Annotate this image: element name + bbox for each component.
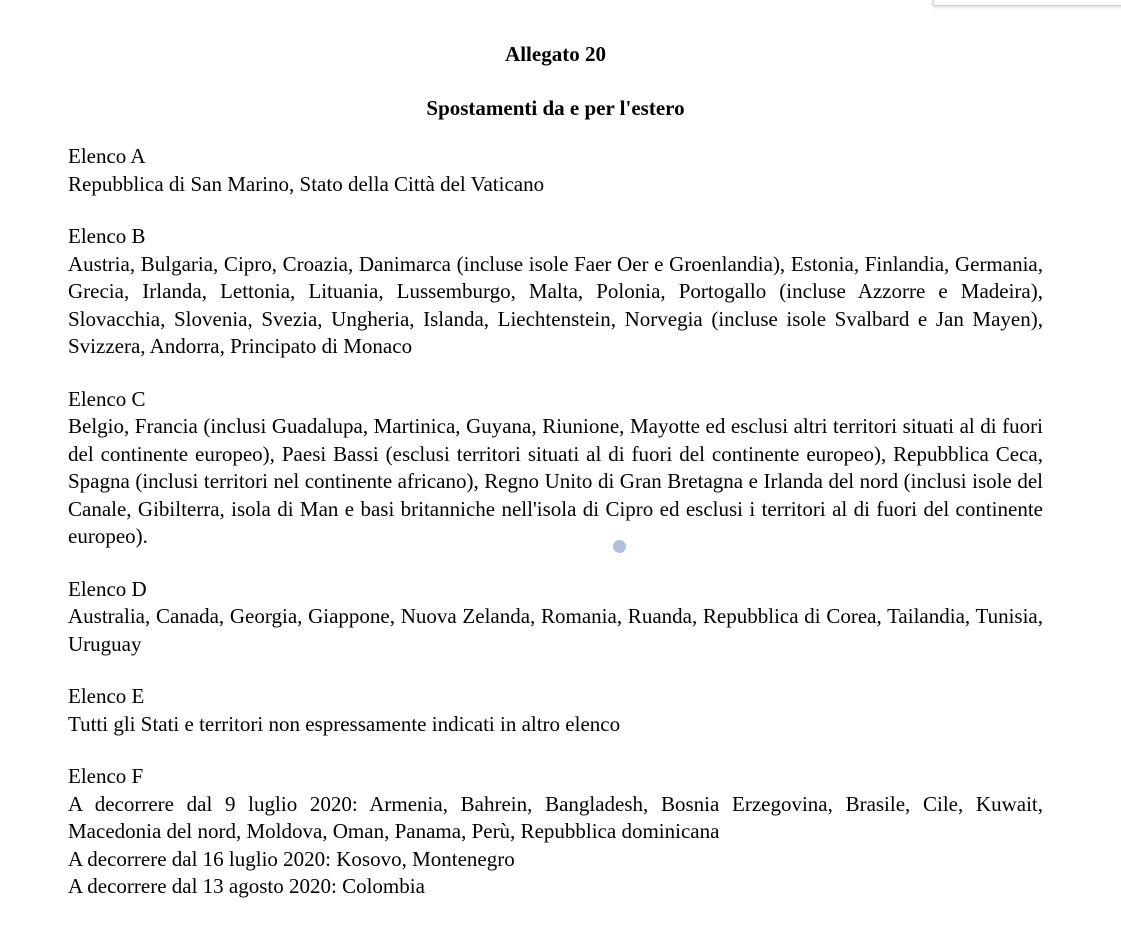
section-line: A decorrere dal 9 luglio 2020: Armenia, Bahrein, Bangladesh, Bosnia Erzegovina, Brasile, Cile, Kuwait, Macedonia del nord, Moldova, Oman, Panama, Perù, Repubblica dominicana [68,791,1043,843]
section-line: Repubblica di San Marino, Stato della Città del Vaticano [68,171,545,196]
section-heading: Elenco C [68,386,146,411]
section-line: Australia, Canada, Georgia, Giappone, Nuova Zelanda, Romania, Ruanda, Repubblica di Corea, Tailandia, Tunisia, Uruguay [68,604,1043,656]
section-elenco-e [68,683,1043,738]
window-corner-tab [933,0,1121,6]
section-line: Tutti gli Stati e territori non espressamente indicati in altro elenco [68,711,621,736]
section-line: Belgio, Francia (inclusi Guadalupa, Martinica, Guyana, Riunione, Mayotte ed esclusi altri territori situati al di fuori del continente europeo), Paesi Bassi (esclusi territori situati al di fuori del continente europeo), Repubblica Ceca, Spagna (inclusi territori nel continente africano), Regno Unito di Gran Bretagna e Irlanda del nord (inclusi isole del Canale, Gibilterra, isola di Man e basi britanniche nell'isola di Cipro ed esclusi i territori al di fuori del continente europeo). [68,414,1043,548]
section-body [68,413,1043,551]
section-heading: Elenco F [68,764,144,788]
section-elenco-d [68,576,1043,659]
section-elenco-a [68,143,1043,198]
section-elenco-f [68,763,1043,901]
document-title: Allegato 20 [505,42,606,66]
section-body [68,711,1043,739]
section-heading: Elenco E [68,684,145,708]
section-body [68,603,1043,658]
section-body [68,251,1043,361]
document-subtitle: Spostamenti da e per l'estero [426,96,685,120]
section-elenco-c [68,386,1043,551]
section-elenco-b [68,223,1043,361]
section-line: Austria, Bulgaria, Cipro, Croazia, Danimarca (incluse isole Faer Oer e Groenlandia), Estonia, Finlandia, Germania, Grecia, Irlanda, Lettonia, Lituania, Lussemburgo, Malta, Polonia, Portogallo (incluse Azzorre e Madeira), Slovacchia, Slovenia, Svezia, Ungheria, Islanda, Liechtenstein, Norvegia (incluse isole Svalbard e Jan Mayen), Svizzera, Andorra, Principato di Monaco [68,251,1043,358]
section-heading: Elenco B [68,224,146,248]
section-line: A decorrere dal 16 luglio 2020: Kosovo, Montenegro [68,846,515,871]
section-line: A decorrere dal 13 agosto 2020: Colombia [68,874,425,898]
document-page [68,40,1043,926]
section-heading: Elenco A [68,144,146,168]
section-body [68,171,1043,199]
section-heading: Elenco D [68,576,147,601]
mouse-cursor-indicator [613,540,626,553]
section-body [68,791,1043,901]
